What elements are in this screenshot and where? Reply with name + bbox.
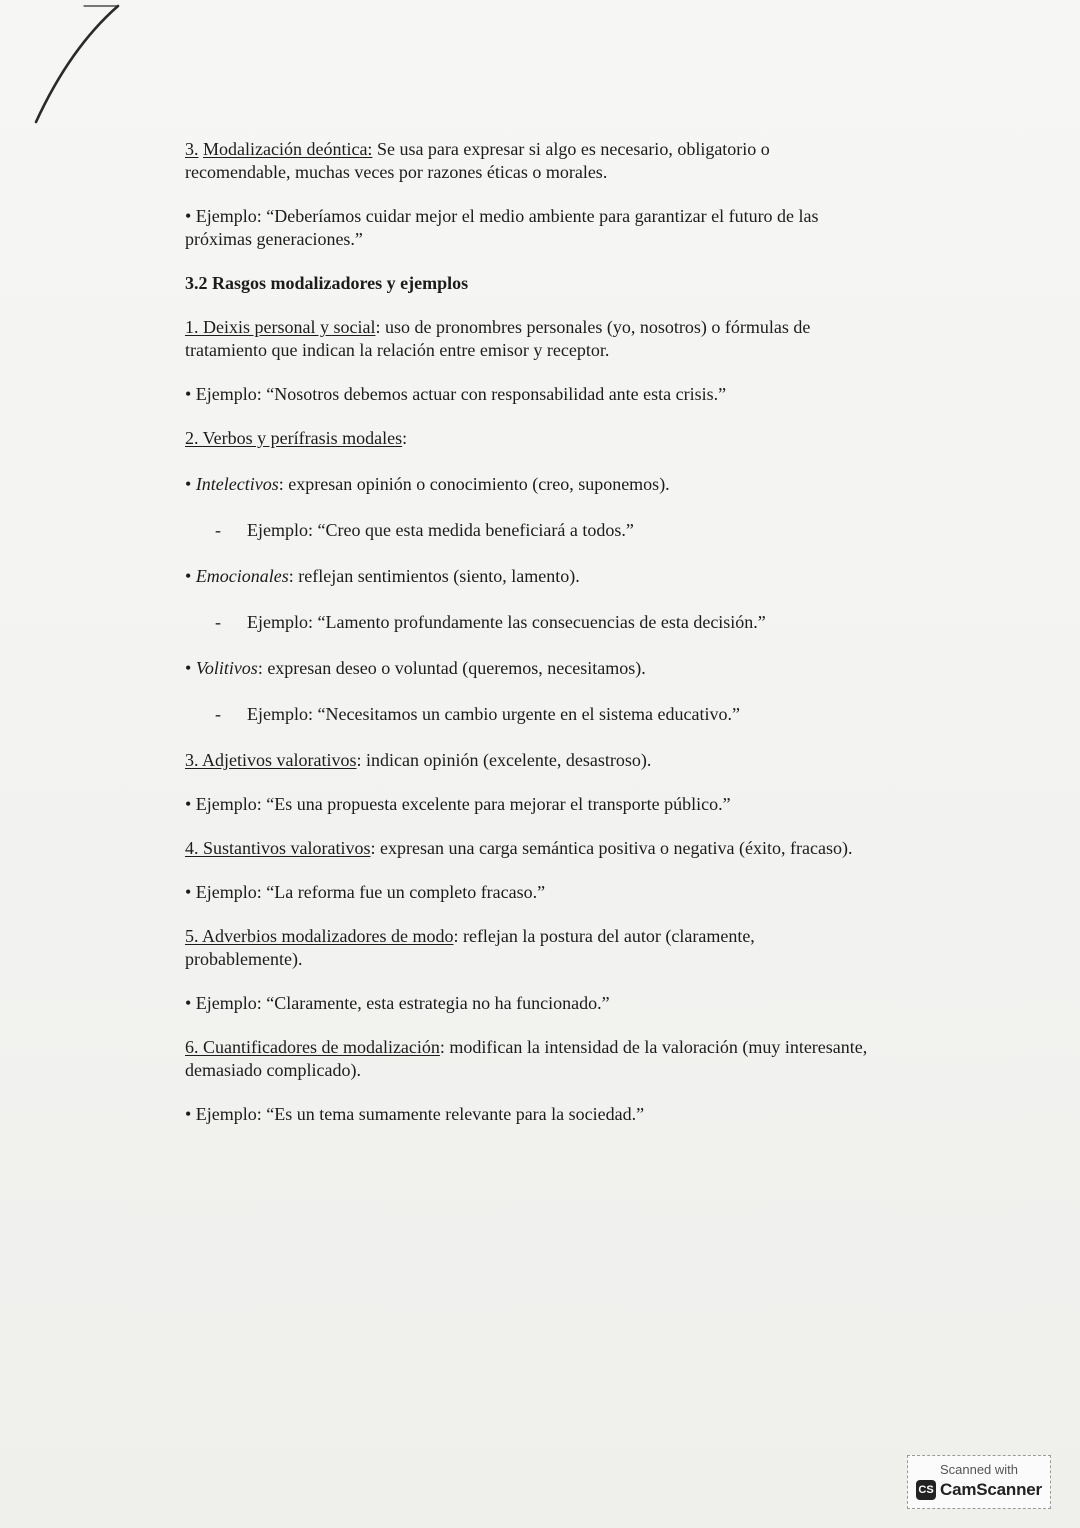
term-cuantificadores: 6. Cuantificadores de modalización (185, 1037, 440, 1057)
paragraph-sustantivos (185, 837, 875, 860)
example-intelectivos (185, 519, 875, 542)
cuantificadores-text: : modifican la intensidad de la valoración (muy interesante, demasiado complicado). (185, 1037, 868, 1080)
example-emocionales (185, 611, 875, 634)
term-volitivos: Volitivos (195, 658, 258, 678)
dash: - (215, 612, 221, 632)
paragraph-deixis (185, 316, 875, 362)
deontic-text: Se usa para expresar si algo es necesario, obligatorio o recomendable, muchas veces por razones éticas o morales. (185, 139, 770, 182)
term-number: 3. (185, 139, 199, 159)
example-volitivos (185, 703, 875, 726)
example-adverbios: • Ejemplo: “Claramente, esta estrategia no ha funcionado.” (185, 993, 610, 1013)
emocionales-text: : reflejan sentimientos (siento, lamento). (288, 566, 580, 586)
verbs-colon: : (402, 428, 408, 448)
bullet: • (185, 566, 196, 586)
paragraph-adjetivos (185, 749, 875, 772)
paragraph-adverbios (185, 925, 875, 971)
item-emocionales (185, 565, 875, 588)
sustantivos-text: : expresan una carga semántica positiva o negativa (éxito, fracaso). (370, 838, 853, 858)
term-adjetivos: 3. Adjetivos valorativos (185, 750, 357, 770)
watermark-caption: Scanned with (939, 1462, 1019, 1477)
example-adjetivos: • Ejemplo: “Es una propuesta excelente para mejorar el transporte público.” (185, 794, 731, 814)
example-emocionales-text: Ejemplo: “Lamento profundamente las consecuencias de esta decisión.” (247, 612, 766, 632)
paragraph-verbs (185, 427, 875, 450)
term-verbs: 2. Verbos y perífrasis modales (185, 428, 403, 448)
term-deixis: 1. Deixis personal y social (185, 317, 376, 337)
paragraph-cuantificadores (185, 1036, 875, 1082)
term-sustantivos: 4. Sustantivos valorativos (185, 838, 371, 858)
bullet: • (185, 658, 196, 678)
example-cuantificadores: • Ejemplo: “Es un tema sumamente relevante para la sociedad.” (185, 1104, 645, 1124)
example-deontic: • Ejemplo: “Deberíamos cuidar mejor el medio ambiente para garantizar el futuro de las próximas generaciones.” (185, 206, 819, 249)
item-intelectivos (185, 473, 875, 496)
example-sustantivos: • Ejemplo: “La reforma fue un completo fracaso.” (185, 882, 546, 902)
watermark-brand: CamScanner (940, 1480, 1042, 1499)
volitivos-text: : expresan deseo o voluntad (queremos, necesitamos). (257, 658, 646, 678)
example-deixis: • Ejemplo: “Nosotros debemos actuar con responsabilidad ante esta crisis.” (185, 384, 727, 404)
dash: - (215, 704, 221, 724)
deixis-text: : uso de pronombres personales (yo, nosotros) o fórmulas de tratamiento que indican la relación entre emisor y receptor. (185, 317, 811, 360)
term-emocionales: Emocionales (195, 566, 289, 586)
term-intelectivos: Intelectivos (195, 474, 279, 494)
bullet: • (185, 474, 196, 494)
term-deontic: Modalización deóntica: (203, 139, 373, 159)
dash: - (215, 520, 221, 540)
term-adverbios: 5. Adverbios modalizadores de modo (185, 926, 454, 946)
watermark-brand-row (908, 1480, 1050, 1500)
document-body (185, 138, 875, 1126)
pen-stroke-mark (0, 0, 130, 130)
intelectivos-text: : expresan opinión o conocimiento (creo, suponemos). (278, 474, 670, 494)
adverbios-text: : reflejan la postura del autor (claramente, probablemente). (185, 926, 755, 969)
adjetivos-text: : indican opinión (excelente, desastroso). (356, 750, 652, 770)
example-volitivos-text: Ejemplo: “Necesitamos un cambio urgente en el sistema educativo.” (247, 704, 741, 724)
item-volitivos (185, 657, 875, 680)
paragraph-deontic (185, 138, 875, 184)
camscanner-watermark (907, 1455, 1051, 1509)
example-intelectivos-text: Ejemplo: “Creo que esta medida beneficiará a todos.” (247, 520, 634, 540)
camscanner-logo-icon: CS (916, 1480, 936, 1500)
section-heading: 3.2 Rasgos modalizadores y ejemplos (185, 273, 469, 293)
